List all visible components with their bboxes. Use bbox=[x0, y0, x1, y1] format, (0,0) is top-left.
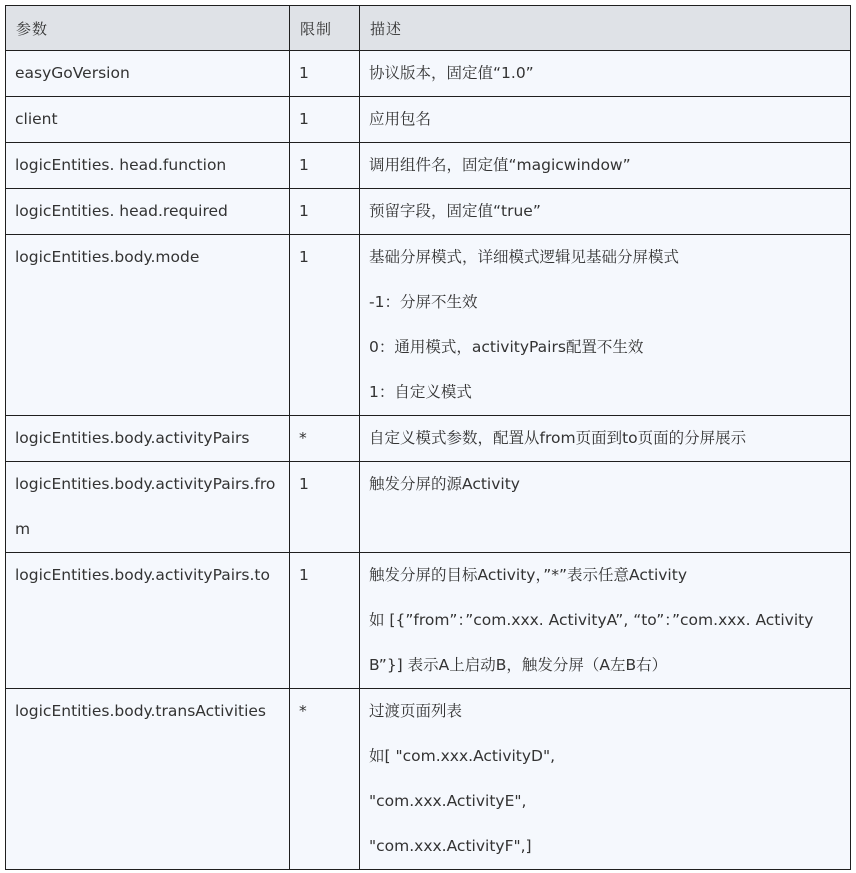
parameter-table bbox=[5, 5, 851, 870]
description-cell bbox=[360, 553, 851, 689]
table-row bbox=[6, 189, 851, 235]
description-line: "com.xxx.ActivityF",] bbox=[369, 837, 532, 855]
table-row bbox=[6, 143, 851, 189]
param-cell: logicEntities. head.function bbox=[6, 143, 290, 189]
param-cell: logicEntities.body.mode bbox=[6, 235, 290, 416]
limit-cell: 1 bbox=[290, 553, 360, 689]
table-row bbox=[6, 689, 851, 870]
description-line: 如 [{”from”：”com.xxx. ActivityA”, “to”：”com.xxx. ActivityB”}] 表示A上启动B，触发分屏（A左B右） bbox=[369, 611, 814, 674]
description-line: 过渡页面列表 bbox=[369, 702, 463, 720]
table-row bbox=[6, 553, 851, 689]
description-line: 触发分屏的源Activity bbox=[369, 475, 520, 493]
table-header-row bbox=[6, 6, 851, 51]
param-cell: logicEntities. head.required bbox=[6, 189, 290, 235]
description-line: 1：自定义模式 bbox=[369, 383, 472, 401]
description-cell bbox=[360, 416, 851, 462]
description-line: 应用包名 bbox=[369, 110, 432, 128]
description-cell bbox=[360, 51, 851, 97]
param-cell: client bbox=[6, 97, 290, 143]
param-cell: logicEntities.body.transActivities bbox=[6, 689, 290, 870]
table-row bbox=[6, 51, 851, 97]
description-line: 0：通用模式，activityPairs配置不生效 bbox=[369, 338, 644, 356]
description-cell bbox=[360, 97, 851, 143]
table-row bbox=[6, 235, 851, 416]
description-line: 预留字段，固定值“true” bbox=[369, 202, 541, 220]
header-param: 参数 bbox=[6, 6, 290, 51]
limit-cell: * bbox=[290, 689, 360, 870]
limit-cell: * bbox=[290, 416, 360, 462]
param-cell: logicEntities.body.activityPairs.to bbox=[6, 553, 290, 689]
param-cell: logicEntities.body.activityPairs.from bbox=[6, 462, 290, 553]
description-line: 基础分屏模式，详细模式逻辑见基础分屏模式 bbox=[369, 248, 680, 266]
description-cell bbox=[360, 235, 851, 416]
description-line: -1：分屏不生效 bbox=[369, 293, 478, 311]
description-line: "com.xxx.ActivityE", bbox=[369, 792, 527, 810]
description-cell bbox=[360, 143, 851, 189]
description-cell bbox=[360, 462, 851, 553]
param-cell: easyGoVersion bbox=[6, 51, 290, 97]
header-description: 描述 bbox=[360, 6, 851, 51]
description-line: 触发分屏的目标Activity，”*”表示任意Activity bbox=[369, 566, 687, 584]
limit-cell: 1 bbox=[290, 235, 360, 416]
description-line: 如[ "com.xxx.ActivityD", bbox=[369, 747, 556, 765]
table-row bbox=[6, 416, 851, 462]
description-line: 协议版本，固定值“1.0” bbox=[369, 64, 534, 82]
limit-cell: 1 bbox=[290, 143, 360, 189]
param-cell: logicEntities.body.activityPairs bbox=[6, 416, 290, 462]
table-row bbox=[6, 462, 851, 553]
table-row bbox=[6, 97, 851, 143]
description-line: 调用组件名，固定值“magicwindow” bbox=[369, 156, 631, 174]
header-limit: 限制 bbox=[290, 6, 360, 51]
description-line: 自定义模式参数，配置从from页面到to页面的分屏展示 bbox=[369, 429, 747, 447]
limit-cell: 1 bbox=[290, 51, 360, 97]
description-cell bbox=[360, 189, 851, 235]
limit-cell: 1 bbox=[290, 97, 360, 143]
limit-cell: 1 bbox=[290, 189, 360, 235]
description-cell bbox=[360, 689, 851, 870]
limit-cell: 1 bbox=[290, 462, 360, 553]
